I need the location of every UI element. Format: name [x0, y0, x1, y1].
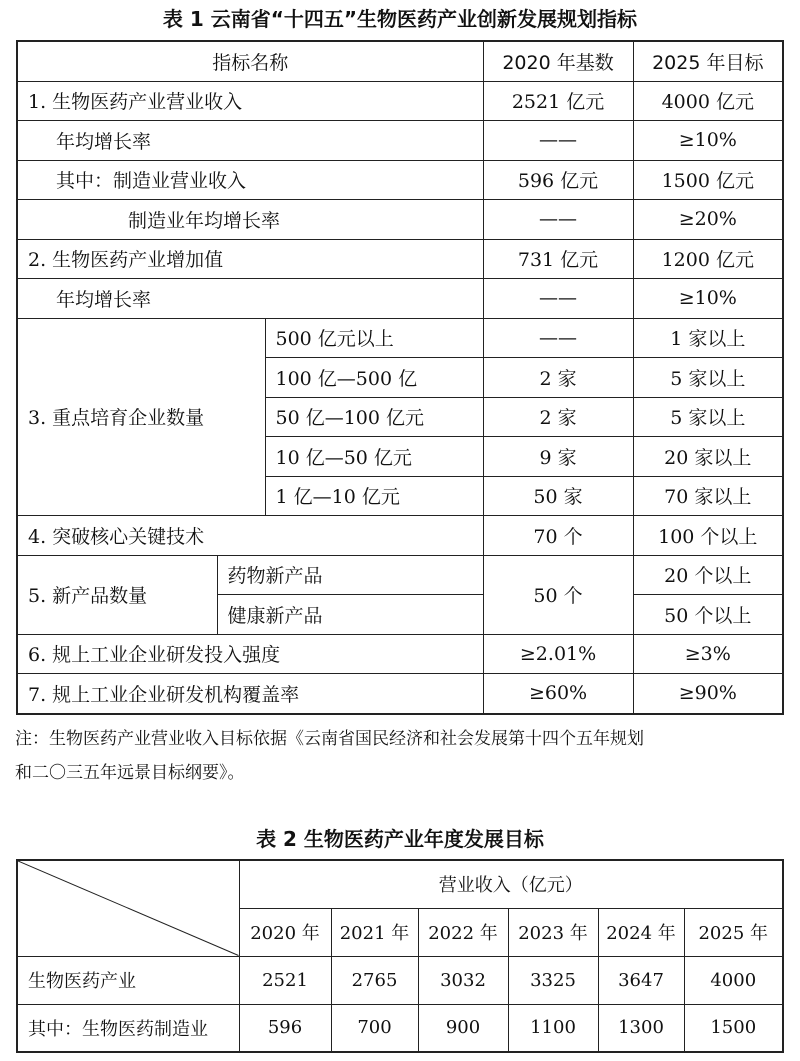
target-value: 20 家以上 — [633, 437, 783, 477]
target-value: 4000 亿元 — [633, 81, 783, 121]
indicator-name: 6. 规上工业企业研发投入强度 — [17, 634, 483, 674]
year-header: 2023 年 — [508, 908, 598, 956]
target-value: ≥20% — [633, 200, 783, 240]
table-row — [17, 674, 783, 714]
target-value: 20 个以上 — [633, 555, 783, 595]
note-line: 和二〇三五年远景目标纲要》。 — [15, 763, 245, 783]
table-row — [17, 160, 783, 200]
table-row — [17, 956, 783, 1004]
table-row — [17, 239, 783, 279]
header-base-2020: 2020 年基数 — [483, 41, 633, 81]
target-value: 1 家以上 — [633, 318, 783, 358]
base-value: 2521 亿元 — [483, 81, 633, 121]
header-indicator-name: 指标名称 — [17, 41, 483, 81]
year-header: 2021 年 — [331, 908, 418, 956]
table-row — [17, 318, 783, 358]
enterprise-scale: 500 亿元以上 — [265, 318, 483, 358]
base-value: 731 亿元 — [483, 239, 633, 279]
target-value: 5 家以上 — [633, 358, 783, 398]
revenue-value: 3647 — [598, 956, 684, 1004]
revenue-value: 3325 — [508, 956, 598, 1004]
indicator-name: 1. 生物医药产业营业收入 — [17, 81, 483, 121]
enterprise-scale: 1 亿—10 亿元 — [265, 476, 483, 516]
year-header: 2022 年 — [418, 908, 508, 956]
diagonal-line — [18, 861, 239, 956]
product-type: 健康新产品 — [217, 595, 483, 635]
indicator-name: 2. 生物医药产业增加值 — [17, 239, 483, 279]
diagonal-header-cell — [17, 860, 239, 956]
table2-title: 表 2 生物医药产业年度发展目标 — [256, 827, 544, 851]
product-type: 药物新产品 — [217, 555, 483, 595]
base-value: —— — [483, 200, 633, 240]
table-row — [17, 279, 783, 319]
table-row — [17, 200, 783, 240]
base-value: 2 家 — [483, 358, 633, 398]
revenue-group-header: 营业收入（亿元） — [239, 860, 783, 908]
note-line: 注：生物医药产业营业收入目标依据《云南省国民经济和社会发展第十四个五年规划 — [15, 729, 644, 749]
indicator-name: 7. 规上工业企业研发机构覆盖率 — [17, 674, 483, 714]
revenue-value: 2765 — [331, 956, 418, 1004]
base-value: ≥2.01% — [483, 634, 633, 674]
indicator-name: 4. 突破核心关键技术 — [17, 516, 483, 556]
revenue-value: 1100 — [508, 1004, 598, 1052]
target-value: 70 家以上 — [633, 476, 783, 516]
revenue-value: 2521 — [239, 956, 331, 1004]
table-header-row — [17, 41, 783, 81]
target-value: ≥90% — [633, 674, 783, 714]
header-target-2025: 2025 年目标 — [633, 41, 783, 81]
indicator-name: 制造业年均增长率 — [17, 200, 483, 240]
revenue-value: 596 — [239, 1004, 331, 1052]
revenue-value: 3032 — [418, 956, 508, 1004]
table-header-row — [17, 860, 783, 908]
base-value: —— — [483, 279, 633, 319]
base-value: 2 家 — [483, 397, 633, 437]
year-header: 2024 年 — [598, 908, 684, 956]
revenue-value: 900 — [418, 1004, 508, 1052]
table-row — [17, 1004, 783, 1052]
target-value: 1500 亿元 — [633, 160, 783, 200]
indicator-name: 年均增长率 — [17, 121, 483, 161]
target-value: 50 个以上 — [633, 595, 783, 635]
year-header: 2020 年 — [239, 908, 331, 956]
table-row — [17, 121, 783, 161]
base-value: ≥60% — [483, 674, 633, 714]
table-row — [17, 516, 783, 556]
target-value: 1200 亿元 — [633, 239, 783, 279]
table1-note — [15, 722, 790, 790]
target-value: ≥10% — [633, 121, 783, 161]
indicator-name: 年均增长率 — [17, 279, 483, 319]
enterprise-scale: 50 亿—100 亿元 — [265, 397, 483, 437]
table1-title: 表 1 云南省“十四五”生物医药产业创新发展规划指标 — [162, 7, 638, 31]
enterprise-scale: 10 亿—50 亿元 — [265, 437, 483, 477]
row-label: 其中：生物医药制造业 — [17, 1004, 239, 1052]
base-value: —— — [483, 318, 633, 358]
annual-targets-table — [16, 859, 784, 1053]
target-value: 5 家以上 — [633, 397, 783, 437]
planning-indicators-table — [16, 40, 784, 715]
target-value: ≥10% — [633, 279, 783, 319]
table-row — [17, 81, 783, 121]
base-value: 70 个 — [483, 516, 633, 556]
revenue-value: 4000 — [684, 956, 783, 1004]
revenue-value: 700 — [331, 1004, 418, 1052]
base-value: 9 家 — [483, 437, 633, 477]
year-header: 2025 年 — [684, 908, 783, 956]
base-value: —— — [483, 121, 633, 161]
table-row — [17, 555, 783, 595]
revenue-value: 1300 — [598, 1004, 684, 1052]
base-value: 50 个 — [483, 555, 633, 634]
enterprise-scale: 100 亿—500 亿 — [265, 358, 483, 398]
new-product-label: 5. 新产品数量 — [17, 555, 217, 634]
indicator-name: 其中：制造业营业收入 — [17, 160, 483, 200]
row-label: 生物医药产业 — [17, 956, 239, 1004]
revenue-value: 1500 — [684, 1004, 783, 1052]
enterprise-count-label: 3. 重点培育企业数量 — [17, 318, 265, 516]
table-row — [17, 634, 783, 674]
base-value: 596 亿元 — [483, 160, 633, 200]
target-value: 100 个以上 — [633, 516, 783, 556]
target-value: ≥3% — [633, 634, 783, 674]
base-value: 50 家 — [483, 476, 633, 516]
